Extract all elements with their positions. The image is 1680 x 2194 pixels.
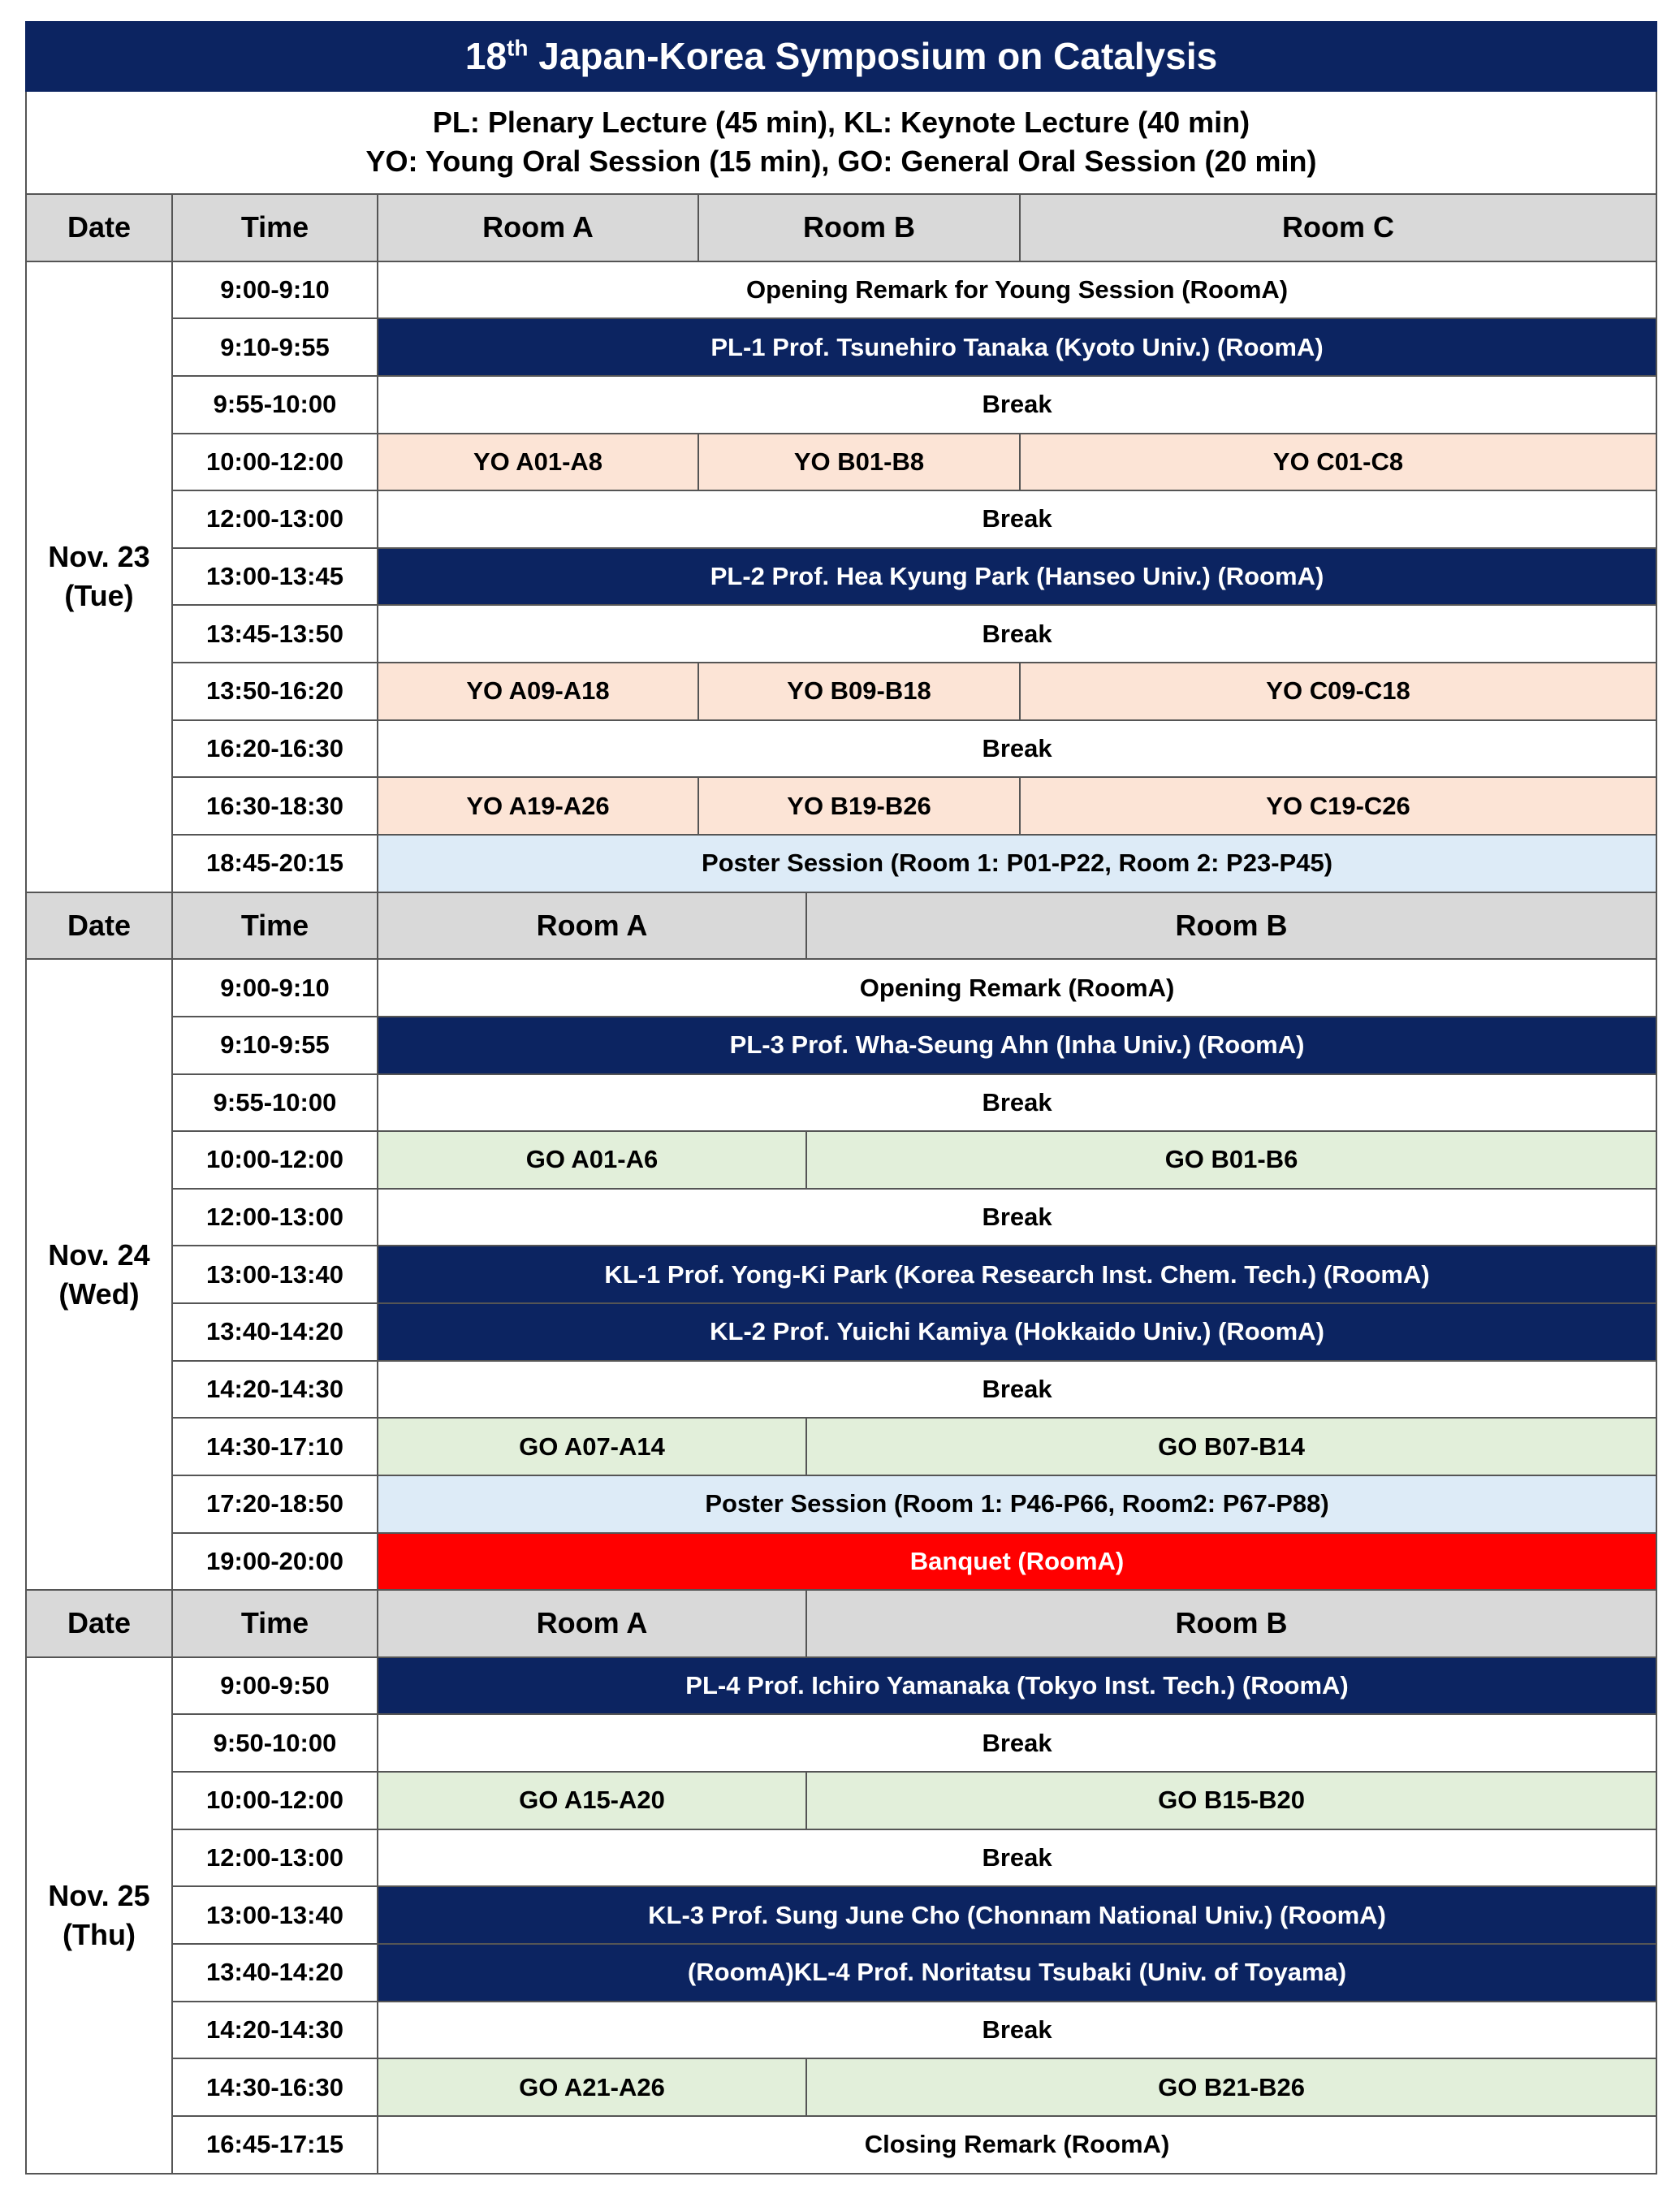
- schedule-row: [26, 1657, 1656, 1715]
- room-session-cell: GO A01-A6: [378, 1131, 806, 1189]
- time-slot: 18:45-20:15: [172, 835, 378, 892]
- time-slot: 19:00-20:00: [172, 1533, 378, 1591]
- day-date: Nov. 24: [48, 1237, 150, 1272]
- session-cell: Poster Session (Room 1: P46-P66, Room2: P67-P88): [378, 1475, 1656, 1533]
- time-slot: 10:00-12:00: [172, 434, 378, 491]
- room-session-cell: YO A09-A18: [378, 663, 698, 720]
- session-cell: (RoomA)KL-4 Prof. Noritatsu Tsubaki (Univ. of Toyama): [378, 1944, 1656, 2002]
- session-cell: Break: [378, 1714, 1656, 1772]
- room-session-cell: GO A21-A26: [378, 2058, 806, 2116]
- room-session-cell: YO C09-C18: [1020, 663, 1656, 720]
- schedule-row: [26, 261, 1656, 319]
- session-cell: Break: [378, 376, 1656, 434]
- time-slot: 14:30-17:10: [172, 1418, 378, 1475]
- schedule-row: [26, 835, 1656, 892]
- session-cell: PL-4 Prof. Ichiro Yamanaka (Tokyo Inst. Tech.) (RoomA): [378, 1657, 1656, 1715]
- schedule-row: [26, 1533, 1656, 1591]
- time-slot: 13:50-16:20: [172, 663, 378, 720]
- time-slot: 10:00-12:00: [172, 1772, 378, 1829]
- day-header-row: [26, 194, 1656, 261]
- day-date-cell: [26, 261, 172, 892]
- title-ordinal-suffix: th: [507, 36, 529, 62]
- room-session-cell: GO A15-A20: [378, 1772, 806, 1829]
- time-slot: 9:50-10:00: [172, 1714, 378, 1772]
- schedule-row: [26, 1189, 1656, 1246]
- time-slot: 13:00-13:40: [172, 1886, 378, 1944]
- title-text: Japan-Korea Symposium on Catalysis: [528, 35, 1218, 78]
- room-session-cell: GO B01-B6: [806, 1131, 1656, 1189]
- schedule-row: [26, 1361, 1656, 1419]
- day-date-cell: [26, 959, 172, 1590]
- session-cell: Closing Remark (RoomA): [378, 2116, 1656, 2174]
- session-cell: PL-2 Prof. Hea Kyung Park (Hanseo Univ.) (RoomA): [378, 548, 1656, 606]
- day-date: Nov. 23: [48, 540, 150, 574]
- room-session-cell: YO C01-C8: [1020, 434, 1656, 491]
- room-session-cell: YO B01-B8: [698, 434, 1020, 491]
- time-slot: 12:00-13:00: [172, 1189, 378, 1246]
- schedule-row: [26, 1886, 1656, 1944]
- time-slot: 14:20-14:30: [172, 2002, 378, 2059]
- schedule-row: [26, 1829, 1656, 1887]
- schedule-row: [26, 318, 1656, 376]
- room-column-header: Room A: [378, 194, 698, 261]
- room-column-header: Room A: [378, 892, 806, 960]
- time-slot: 13:00-13:45: [172, 548, 378, 606]
- schedule-row: [26, 548, 1656, 606]
- schedule-row: [26, 434, 1656, 491]
- session-cell: Break: [378, 720, 1656, 778]
- schedule-row: [26, 1944, 1656, 2002]
- time-slot: 14:20-14:30: [172, 1361, 378, 1419]
- room-session-cell: YO B19-B26: [698, 777, 1020, 835]
- schedule-row: [26, 1017, 1656, 1074]
- time-slot: 13:00-13:40: [172, 1246, 378, 1303]
- session-legend: [26, 91, 1656, 194]
- day-date: Nov. 25: [48, 1878, 150, 1912]
- room-column-header: Room B: [806, 892, 1656, 960]
- room-column-header: Room B: [698, 194, 1020, 261]
- time-column-header: Time: [172, 892, 378, 960]
- schedule-row: [26, 663, 1656, 720]
- session-cell: KL-3 Prof. Sung June Cho (Chonnam National Univ.) (RoomA): [378, 1886, 1656, 1944]
- room-column-header: Room A: [378, 1590, 806, 1657]
- schedule-row: [26, 2116, 1656, 2174]
- title-ordinal-number: 18: [464, 35, 507, 78]
- room-session-cell: GO B21-B26: [806, 2058, 1656, 2116]
- date-column-header: Date: [26, 1590, 172, 1657]
- session-cell: Break: [378, 2002, 1656, 2059]
- schedule-row: [26, 720, 1656, 778]
- time-slot: 16:20-16:30: [172, 720, 378, 778]
- day-weekday: (Tue): [64, 579, 134, 613]
- day-header-row: [26, 892, 1656, 960]
- schedule-row: [26, 490, 1656, 548]
- session-cell: PL-1 Prof. Tsunehiro Tanaka (Kyoto Univ.) (RoomA): [378, 318, 1656, 376]
- session-cell: Break: [378, 1361, 1656, 1419]
- schedule-table: [25, 21, 1657, 2175]
- room-session-cell: YO C19-C26: [1020, 777, 1656, 835]
- day-weekday: (Wed): [58, 1276, 140, 1311]
- time-slot: 17:20-18:50: [172, 1475, 378, 1533]
- schedule-row: [26, 959, 1656, 1017]
- room-session-cell: GO A07-A14: [378, 1418, 806, 1475]
- time-slot: 9:00-9:10: [172, 261, 378, 319]
- schedule-row: [26, 1475, 1656, 1533]
- session-cell: Break: [378, 490, 1656, 548]
- day-weekday: (Thu): [63, 1917, 136, 1951]
- schedule-row: [26, 1418, 1656, 1475]
- room-session-cell: YO A19-A26: [378, 777, 698, 835]
- session-cell: Break: [378, 1829, 1656, 1887]
- time-slot: 13:40-14:20: [172, 1303, 378, 1361]
- time-slot: 16:30-18:30: [172, 777, 378, 835]
- room-session-cell: YO A01-A8: [378, 434, 698, 491]
- schedule-row: [26, 605, 1656, 663]
- day-date-cell: [26, 1657, 172, 2174]
- room-column-header: Room C: [1020, 194, 1656, 261]
- schedule-row: [26, 1303, 1656, 1361]
- schedule-row: [26, 1246, 1656, 1303]
- time-slot: 13:45-13:50: [172, 605, 378, 663]
- session-cell: Poster Session (Room 1: P01-P22, Room 2: P23-P45): [378, 835, 1656, 892]
- date-column-header: Date: [26, 194, 172, 261]
- schedule-row: [26, 1772, 1656, 1829]
- schedule-row: [26, 376, 1656, 434]
- time-slot: 9:55-10:00: [172, 376, 378, 434]
- session-cell: Banquet (RoomA): [378, 1533, 1656, 1591]
- schedule-row: [26, 1131, 1656, 1189]
- time-slot: 9:10-9:55: [172, 318, 378, 376]
- session-cell: Opening Remark for Young Session (RoomA): [378, 261, 1656, 319]
- date-column-header: Date: [26, 892, 172, 960]
- session-cell: Break: [378, 1074, 1656, 1132]
- schedule-row: [26, 1074, 1656, 1132]
- session-cell: PL-3 Prof. Wha-Seung Ahn (Inha Univ.) (RoomA): [378, 1017, 1656, 1074]
- time-column-header: Time: [172, 1590, 378, 1657]
- time-slot: 14:30-16:30: [172, 2058, 378, 2116]
- schedule-row: [26, 2002, 1656, 2059]
- schedule-row: [26, 777, 1656, 835]
- time-slot: 10:00-12:00: [172, 1131, 378, 1189]
- time-slot: 12:00-13:00: [172, 1829, 378, 1887]
- schedule-row: [26, 1714, 1656, 1772]
- session-cell: Break: [378, 605, 1656, 663]
- schedule-row: [26, 2058, 1656, 2116]
- session-cell: Break: [378, 1189, 1656, 1246]
- day-header-row: [26, 1590, 1656, 1657]
- time-slot: 9:55-10:00: [172, 1074, 378, 1132]
- room-session-cell: GO B15-B20: [806, 1772, 1656, 1829]
- legend-line: PL: Plenary Lecture (45 min), KL: Keynote Lecture (40 min): [432, 106, 1250, 140]
- page-title: [26, 22, 1656, 91]
- time-slot: 9:00-9:50: [172, 1657, 378, 1715]
- time-slot: 16:45-17:15: [172, 2116, 378, 2174]
- time-slot: 9:00-9:10: [172, 959, 378, 1017]
- session-cell: KL-2 Prof. Yuichi Kamiya (Hokkaido Univ.) (RoomA): [378, 1303, 1656, 1361]
- room-session-cell: YO B09-B18: [698, 663, 1020, 720]
- room-session-cell: GO B07-B14: [806, 1418, 1656, 1475]
- time-slot: 12:00-13:00: [172, 490, 378, 548]
- time-slot: 9:10-9:55: [172, 1017, 378, 1074]
- legend-line: YO: Young Oral Session (15 min), GO: General Oral Session (20 min): [365, 145, 1317, 179]
- time-column-header: Time: [172, 194, 378, 261]
- session-cell: KL-1 Prof. Yong-Ki Park (Korea Research Inst. Chem. Tech.) (RoomA): [378, 1246, 1656, 1303]
- room-column-header: Room B: [806, 1590, 1656, 1657]
- session-cell: Opening Remark (RoomA): [378, 959, 1656, 1017]
- time-slot: 13:40-14:20: [172, 1944, 378, 2002]
